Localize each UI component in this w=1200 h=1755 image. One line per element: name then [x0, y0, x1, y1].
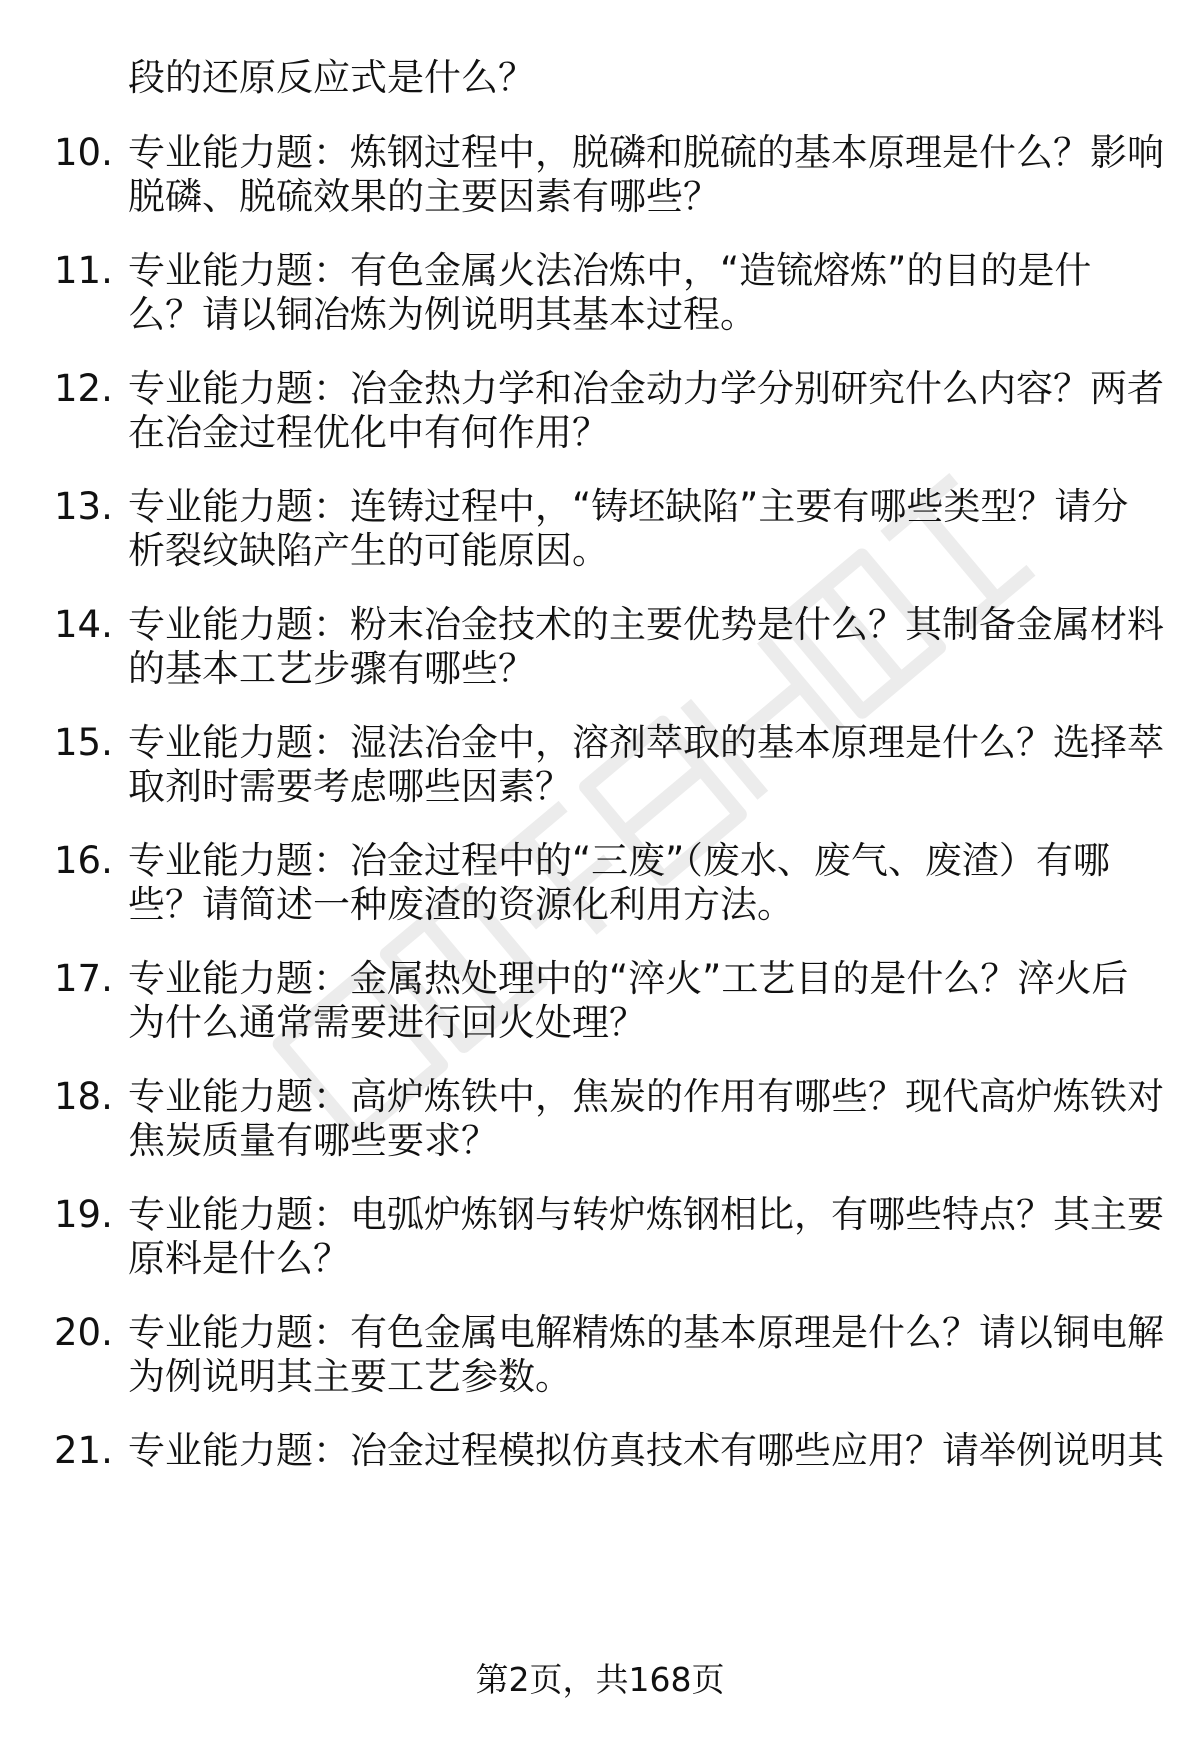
page-footer: 第2页，共168页	[475, 1660, 725, 1699]
question-text-line: 原料是什么？	[128, 1237, 350, 1280]
question-text-line: 专业能力题：粉末冶金技术的主要优势是什么？其制备金属材料	[128, 603, 1164, 646]
question-text-line: 析裂纹缺陷产生的可能原因。	[128, 529, 609, 572]
question-text-line: 专业能力题：冶金过程模拟仿真技术有哪些应用？请举例说明其	[128, 1429, 1164, 1472]
question-number: 15.	[54, 721, 113, 764]
question-text-line: 为什么通常需要进行回火处理？	[128, 1001, 646, 1044]
question-text-line: 些？请简述一种废渣的资源化利用方法。	[128, 883, 794, 926]
question-number: 16.	[54, 839, 113, 882]
question-number: 10.	[54, 131, 113, 174]
question-number: 11.	[54, 249, 113, 292]
question-number: 18.	[54, 1075, 113, 1118]
question-text-line: 么？请以铜冶炼为例说明其基本过程。	[128, 293, 757, 336]
question-number: 20.	[54, 1311, 113, 1354]
question-text-line: 专业能力题：电弧炉炼钢与转炉炼钢相比，有哪些特点？其主要	[128, 1193, 1164, 1236]
question-text-line: 专业能力题：湿法冶金中，溶剂萃取的基本原理是什么？选择萃	[128, 721, 1164, 764]
question-text-line: 专业能力题：冶金热力学和冶金动力学分别研究什么内容？两者	[128, 367, 1164, 410]
question-text-line: 专业能力题：炼钢过程中，脱磷和脱硫的基本原理是什么？影响	[128, 131, 1164, 174]
question-text-line: 专业能力题：金属热处理中的“淬火”工艺目的是什么？淬火后	[128, 957, 1129, 1000]
question-text-line: 专业能力题：冶金过程中的“三废”（废水、废气、废渣）有哪	[128, 839, 1110, 882]
question-number: 19.	[54, 1193, 113, 1236]
question-text-line: 专业能力题：连铸过程中，“铸坯缺陷”主要有哪些类型？请分	[128, 485, 1129, 528]
question-number: 14.	[54, 603, 113, 646]
question-text-line: 脱磷、脱硫效果的主要因素有哪些？	[128, 175, 720, 218]
watermark-glyph	[686, 639, 840, 795]
question-number: 21.	[54, 1429, 113, 1472]
question-text-line: 专业能力题：高炉炼铁中，焦炭的作用有哪些？现代高炉炼铁对	[128, 1075, 1164, 1118]
question-text-line: 为例说明其主要工艺参数。	[128, 1355, 572, 1398]
question-text-line: 专业能力题：有色金属火法冶炼中，“造锍熔炼”的目的是什	[128, 249, 1092, 292]
question-text-line: 专业能力题：有色金属电解精炼的基本原理是什么？请以铜电解	[128, 1311, 1164, 1354]
question-text-line: 焦炭质量有哪些要求？	[128, 1119, 498, 1162]
question-text-line: 在冶金过程优化中有何作用？	[128, 411, 609, 454]
question-number: 13.	[54, 485, 113, 528]
question-text-line: 取剂时需要考虑哪些因素？	[128, 765, 572, 808]
question-text-line: 的基本工艺步骤有哪些？	[128, 647, 535, 690]
continued-question-text: 段的还原反应式是什么？	[128, 56, 535, 99]
question-number: 12.	[54, 367, 113, 410]
question-number: 17.	[54, 957, 113, 1000]
